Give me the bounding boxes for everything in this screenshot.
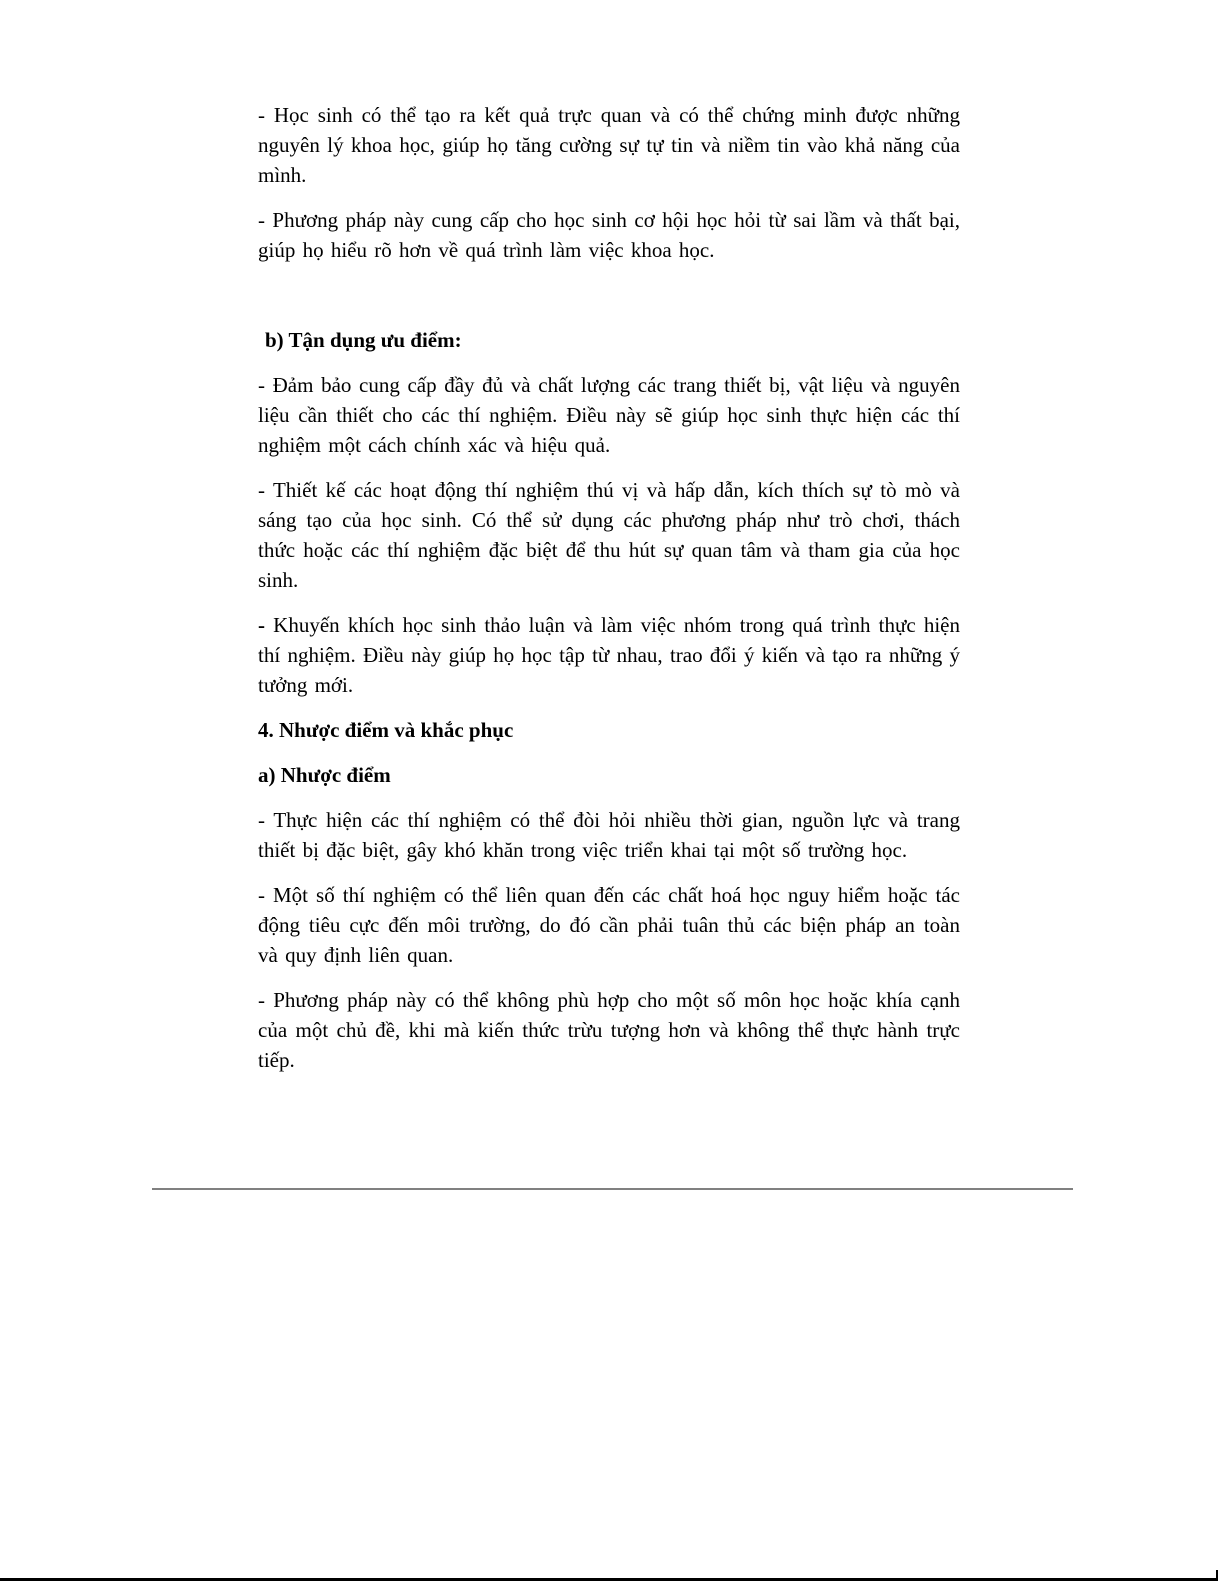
paragraph-design-fun-experiments: - Thiết kế các hoạt động thí nghiệm thú vị và hấp dẫn, kích thích sự tò mò và sáng tạo của học sinh. Có thể sử dụng các phương pháp như trò chơi, thách thức hoặc các thí nghiệm đặc biệt để thu hút sự quan tâm và tham gia của học sinh. <box>258 478 960 592</box>
text-content <box>258 100 960 1090</box>
heading-nhuoc-diem: a) Nhược điểm <box>258 763 391 787</box>
bold-dash: - <box>258 613 265 637</box>
paragraph-disadvantage-hazardous-chemicals: - Một số thí nghiệm có thể liên quan đến các chất hoá học nguy hiểm hoặc tác động tiêu cực đến môi trường, do đó cần phải tuân thủ các biện pháp an toàn và quy định liên quan. <box>258 883 960 967</box>
blank-paragraph <box>258 280 960 310</box>
paragraph-advantage-visual-results: - Học sinh có thể tạo ra kết quả trực quan và có thể chứng minh được những nguyên lý khoa học, giúp họ tăng cường sự tự tin và niềm tin vào khả năng của mình. <box>258 103 960 187</box>
bottom-edge-bar-tick <box>1216 1570 1218 1579</box>
paragraph-disadvantage-time-resources: - Thực hiện các thí nghiệm có thể đòi hỏi nhiều thời gian, nguồn lực và trang thiết bị đặc biệt, gây khó khăn trong việc triển khai tại một số trường học. <box>258 808 960 862</box>
paragraph-text: Khuyến khích học sinh thảo luận và làm việc nhóm trong quá trình thực hiện thí nghiệm. Điều này giúp họ học tập từ nhau, trao đổi ý kiến và tạo ra những ý tưởng mới. <box>258 613 960 697</box>
heading-tan-dung-uu-diem: b) Tận dụng ưu điểm: <box>265 328 462 352</box>
heading-nhuoc-diem-va-khac-phuc: 4. Nhược điểm và khắc phục <box>258 718 514 742</box>
paragraph-advantage-learn-from-mistakes: - Phương pháp này cung cấp cho học sinh cơ hội học hỏi từ sai lầm và thất bại, giúp họ hiểu rõ hơn về quá trình làm việc khoa học. <box>258 208 960 262</box>
paragraph-disadvantage-not-suitable: - Phương pháp này có thể không phù hợp cho một số môn học hoặc khía cạnh của một chủ đề, khi mà kiến thức trừu tượng hơn và không thể thực hành trực tiếp. <box>258 988 960 1072</box>
bottom-edge-bar <box>0 1578 1218 1581</box>
horizontal-divider <box>152 1188 1073 1190</box>
paragraph-encourage-discussion <box>258 610 960 700</box>
paragraph-ensure-equipment: - Đảm bảo cung cấp đầy đủ và chất lượng các trang thiết bị, vật liệu và nguyên liệu cần thiết cho các thí nghiệm. Điều này sẽ giúp học sinh thực hiện các thí nghiệm một cách chính xác và hiệu quả. <box>258 373 960 457</box>
